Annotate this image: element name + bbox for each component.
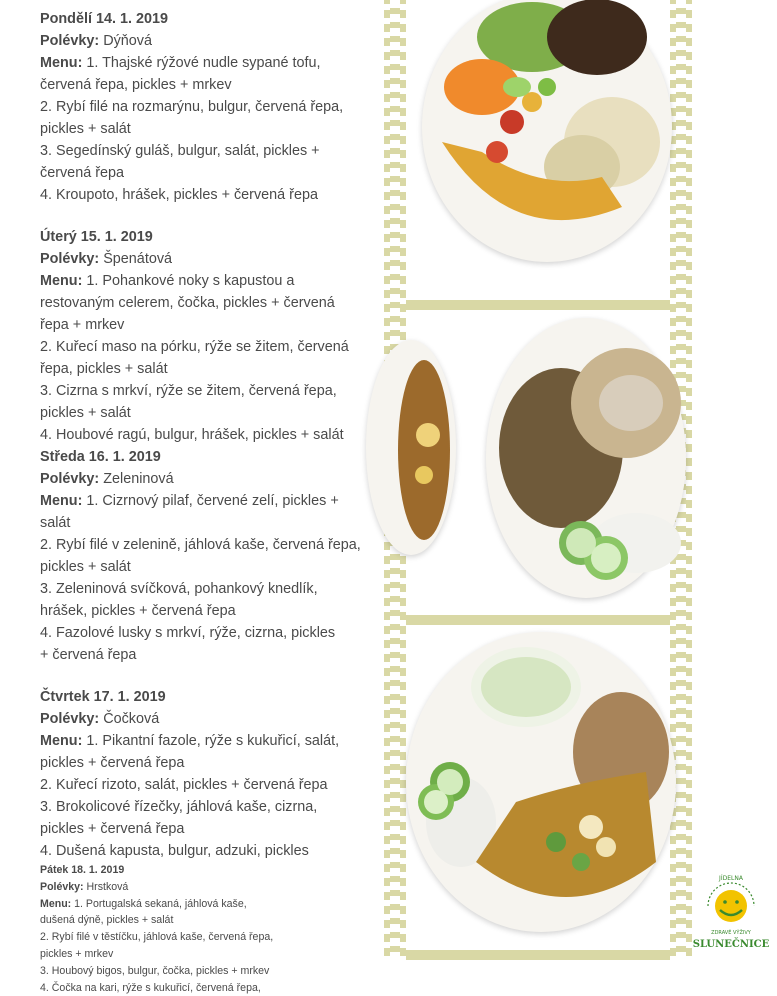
menu-line — [40, 52, 380, 74]
menu-item-line: pickles + salát — [40, 121, 131, 137]
food-illustration — [366, 340, 456, 555]
soup-line — [40, 248, 380, 270]
day-title: Úterý 15. 1. 2019 — [40, 229, 153, 245]
soup-label: Polévky: — [40, 711, 100, 727]
soup-label: Polévky: — [40, 33, 100, 49]
menu-item-line: 2. Rybí filé v zelenině, jáhlová kaše, červená řepa, — [40, 537, 361, 553]
soup-label: Polévky: — [40, 251, 100, 267]
day-monday — [40, 8, 380, 206]
menu-item-line: 3. Brokolicové řízečky, jáhlová kaše, cizrna, — [40, 799, 318, 815]
soup-name: Špenátová — [103, 251, 173, 267]
menu-label: Menu: — [40, 493, 83, 509]
menu-item-line: 4. Dušená kapusta, bulgur, adzuki, pickles — [40, 843, 309, 859]
menu-item-line: 2. Kuřecí maso na pórku, rýže se žitem, červená — [40, 339, 349, 355]
menu-item-line: 2. Rybí filé na rozmarýnu, bulgur, červená řepa, — [40, 99, 344, 115]
menu-item-line: 4. Kroupoto, hrášek, pickles + červená řepa — [40, 187, 318, 203]
day-thursday — [40, 686, 380, 862]
menu-item-line: salát — [40, 515, 71, 531]
menu-line — [40, 490, 380, 512]
menu-line — [40, 730, 380, 752]
film-frame-divider — [406, 950, 670, 960]
menu-item-line: pickles + salát — [40, 405, 131, 421]
soup-line — [40, 708, 380, 730]
menu-line — [40, 896, 380, 913]
menu-item-line: pickles + červená řepa — [40, 821, 185, 837]
menu-item-line: 1. Pikantní fazole, rýže s kukuřicí, salát, — [86, 733, 340, 749]
sun-logo-icon — [692, 872, 770, 952]
menu-line — [40, 270, 380, 292]
day-title: Středa 16. 1. 2019 — [40, 449, 161, 465]
day-title: Čtvrtek 17. 1. 2019 — [40, 689, 166, 705]
soup-name: Zeleninová — [103, 471, 174, 487]
menu-item-line: 2. Kuřecí rizoto, salát, pickles + červená řepa — [40, 777, 328, 793]
menu-label: Menu: — [40, 733, 83, 749]
food-illustration — [486, 318, 686, 598]
menu-item-line: 3. Segedínský guláš, bulgur, salát, pickles + — [40, 143, 320, 159]
menu-item-line: pickles + mrkev — [40, 947, 114, 960]
menu-item-line: hrášek, pickles + červená řepa — [40, 603, 236, 619]
menu-label: Menu: — [40, 55, 83, 71]
food-photo-plate-2b — [366, 340, 456, 555]
menu-item-line: 3. Zeleninová svíčková, pohankový knedlík, — [40, 581, 318, 597]
day-tuesday — [40, 226, 380, 446]
menu-item-line: 1. Cizrnový pilaf, červené zelí, pickles + — [86, 493, 339, 509]
soup-line — [40, 468, 380, 490]
logo-text-arc: ZDRAVÉ VÝŽIVY — [711, 930, 751, 936]
menu-item-line: 1. Pohankové noky s kapustou a — [86, 273, 295, 289]
menu-item-line: 1. Thajské rýžové nudle sypané tofu, — [86, 55, 321, 71]
menu-item-line: restovaným celerem, čočka, pickles + červená — [40, 295, 335, 311]
film-strip — [384, 0, 692, 960]
menu-item-line: 4. Čočka na kari, rýže s kukuřicí, červená řepa, — [40, 981, 261, 994]
soup-line — [40, 879, 380, 896]
weekly-menu — [40, 8, 380, 996]
soup-name: Hrstková — [86, 880, 129, 893]
menu-label: Menu: — [40, 897, 72, 910]
food-photo-plate-2 — [486, 318, 686, 598]
menu-label: Menu: — [40, 273, 83, 289]
menu-item-line: 1. Portugalská sekaná, jáhlová kaše, — [74, 897, 247, 910]
food-photo-plate-1 — [422, 0, 672, 262]
menu-item-line: 4. Fazolové lusky s mrkví, rýže, cizrna, pickles — [40, 625, 336, 641]
menu-item-line: pickles + červená řepa — [40, 755, 185, 771]
film-frames — [406, 0, 670, 960]
menu-item-line: 3. Cizrna s mrkví, rýže se žitem, červená řepa, — [40, 383, 337, 399]
menu-item-line: řepa, pickles + salát — [40, 361, 168, 377]
day-friday — [40, 862, 380, 996]
film-frame-divider — [406, 300, 670, 310]
day-wednesday — [40, 446, 380, 666]
soup-label: Polévky: — [40, 880, 84, 893]
menu-item-line: pickles + salát — [40, 559, 131, 575]
logo-text-top: JÍDELNA — [719, 875, 743, 882]
soup-name: Dýňová — [103, 33, 152, 49]
day-title: Pondělí 14. 1. 2019 — [40, 11, 168, 27]
menu-item-line: 2. Rybí filé v těstíčku, jáhlová kaše, červená řepa, — [40, 931, 274, 944]
slunecnice-logo — [692, 872, 770, 952]
menu-item-line: řepa + mrkev — [40, 317, 125, 333]
menu-item-line: 4. Houbové ragú, bulgur, hrášek, pickles + salát — [40, 427, 344, 443]
menu-item-line: červená řepa — [40, 165, 124, 181]
soup-name: Čočková — [103, 711, 160, 727]
day-title: Pátek 18. 1. 2019 — [40, 864, 125, 876]
menu-item-line: dušená dýně, pickles + salát — [40, 914, 174, 927]
menu-item-line: + červená řepa — [40, 647, 137, 663]
film-frame-divider — [406, 615, 670, 625]
soup-line — [40, 30, 380, 52]
food-illustration — [406, 632, 676, 932]
soup-label: Polévky: — [40, 471, 100, 487]
menu-item-line: 3. Houbový bigos, bulgur, čočka, pickles + mrkev — [40, 964, 270, 977]
food-photo-plate-3 — [406, 632, 676, 932]
food-illustration — [422, 0, 672, 262]
menu-item-line: červená řepa, pickles + mrkev — [40, 77, 232, 93]
logo-brand: SLUNEČNICE — [692, 939, 770, 950]
